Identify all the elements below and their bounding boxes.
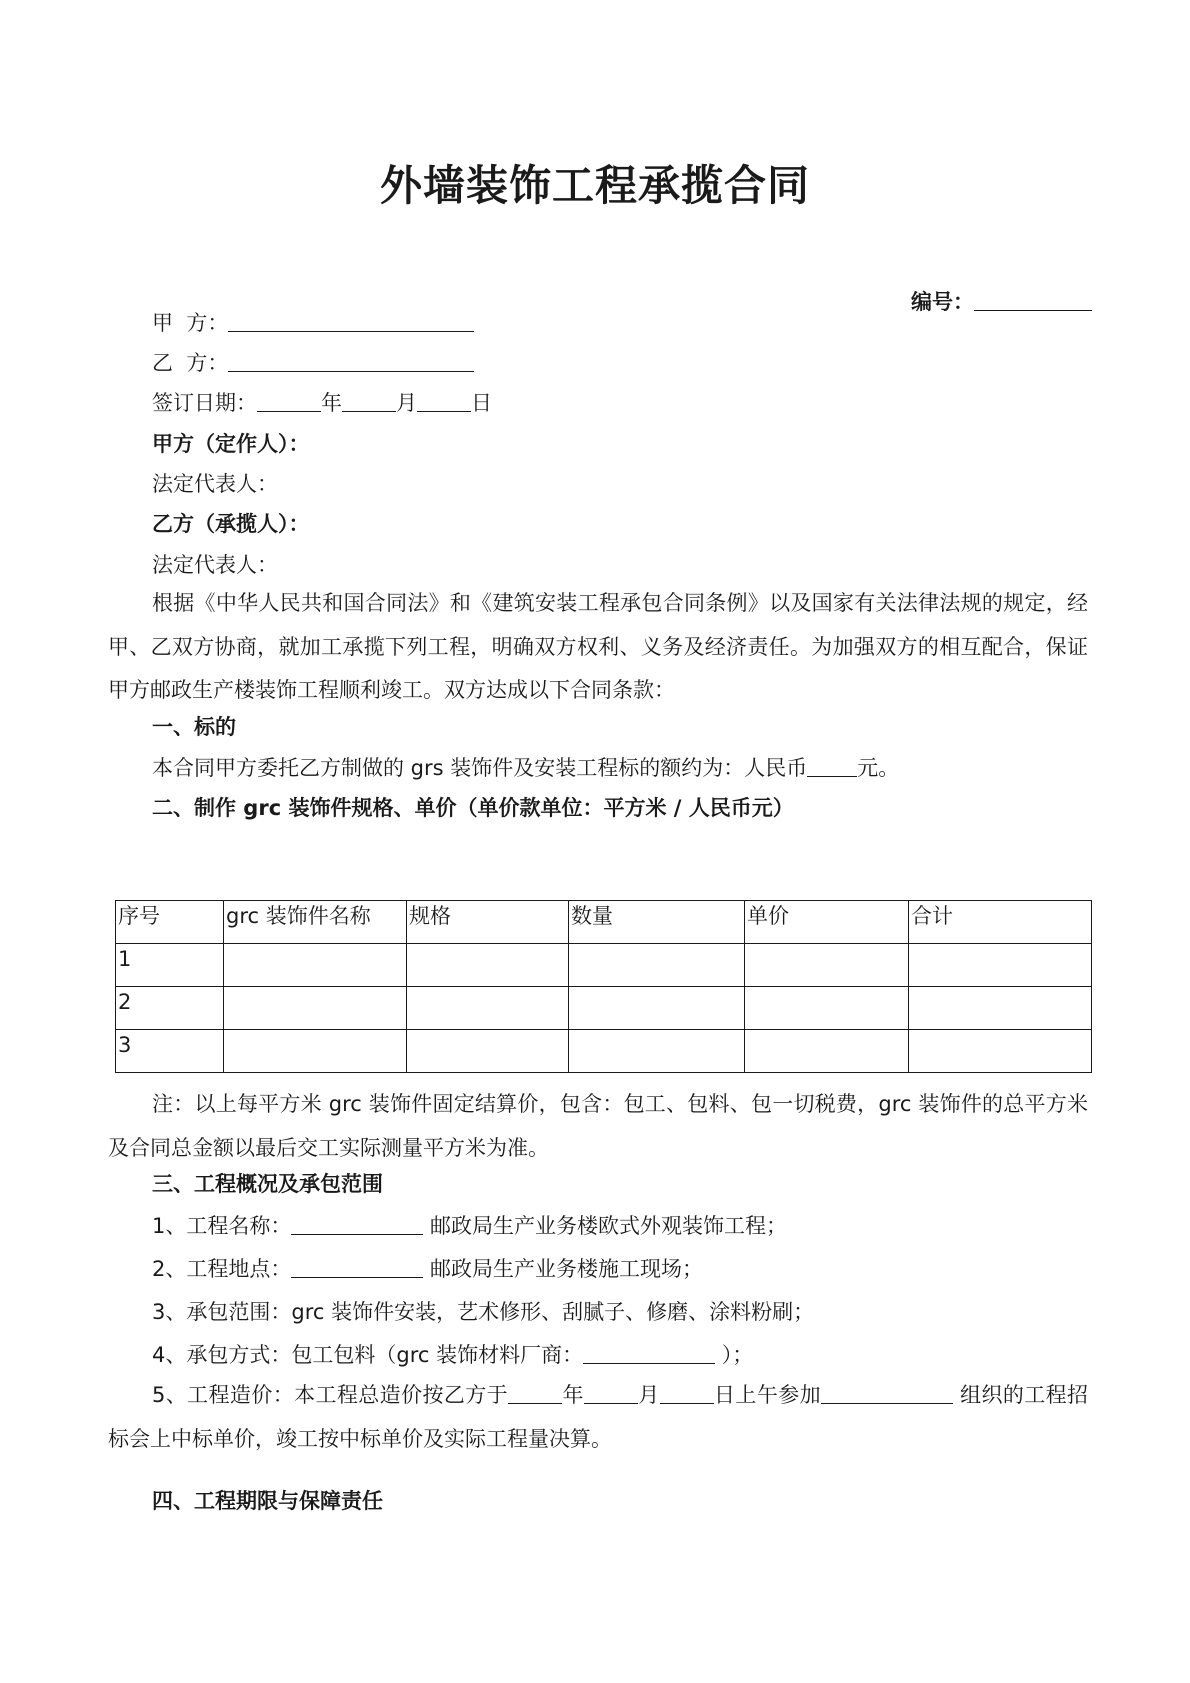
section-3-item-4 (152, 1339, 753, 1371)
table-row (116, 1030, 1092, 1073)
bid-day-label: 日上午参加 (713, 1383, 821, 1407)
party-a-blank[interactable] (228, 309, 474, 332)
section-1-text (152, 752, 899, 784)
manufacturer-blank[interactable] (583, 1341, 715, 1364)
column-header: 单价 (745, 901, 909, 944)
table-cell-no: 2 (116, 987, 224, 1030)
column-header: 规格 (407, 901, 569, 944)
party-a-field (152, 307, 474, 339)
bid-year-blank[interactable] (508, 1381, 562, 1404)
table-row (116, 944, 1092, 987)
project-location-text: 邮政局生产业务楼施工现场； (423, 1257, 704, 1281)
organizer-blank[interactable] (821, 1381, 953, 1404)
bid-month-blank[interactable] (584, 1381, 638, 1404)
spec-table (115, 900, 1092, 1073)
bid-day-blank[interactable] (660, 1381, 714, 1404)
table-cell[interactable] (569, 1030, 745, 1073)
section-1-text-after: 元。 (857, 756, 900, 780)
sign-month-blank[interactable] (342, 389, 396, 412)
section-3-item-2 (152, 1253, 703, 1285)
party-b-representative: 法定代表人： (152, 553, 278, 577)
party-a-representative: 法定代表人： (152, 472, 278, 496)
contract-number-blank[interactable] (974, 288, 1092, 311)
table-cell[interactable] (224, 944, 407, 987)
section-3-item-5 (108, 1374, 1088, 1461)
project-name-text: 邮政局生产业务楼欧式外观装饰工程； (423, 1214, 788, 1238)
table-cell[interactable] (407, 1030, 569, 1073)
sign-day-blank[interactable] (417, 389, 471, 412)
amount-blank[interactable] (807, 754, 857, 777)
party-b-label: 乙 方： (152, 351, 229, 375)
project-location-label: 2、工程地点： (152, 1257, 292, 1281)
table-cell[interactable] (569, 944, 745, 987)
year-label: 年 (321, 391, 342, 415)
party-b-blank[interactable] (228, 349, 474, 372)
project-name-label: 1、工程名称： (152, 1214, 292, 1238)
project-cost-text: 组织的工程招标会上中标单价，竣工按中标单价及实际工程量决算。 (108, 1383, 1089, 1451)
column-header: grc 装饰件名称 (224, 901, 407, 944)
table-cell[interactable] (909, 987, 1092, 1030)
column-header: 序号 (116, 901, 224, 944)
contract-method-label: 4、承包方式：包工包料（grc 装饰材料厂商： (152, 1343, 584, 1367)
table-cell-no: 1 (116, 944, 224, 987)
bid-month-label: 月 (637, 1383, 660, 1407)
section-1-text-before: 本合同甲方委托乙方制做的 grs 装饰件及安装工程标的额约为：人民币 (152, 756, 808, 780)
project-name-blank[interactable] (291, 1212, 423, 1235)
project-location-blank[interactable] (291, 1255, 423, 1278)
party-a-label: 甲 方： (152, 311, 229, 335)
table-header-row (116, 901, 1092, 944)
table-cell[interactable] (745, 987, 909, 1030)
section-3-item-3: 3、承包范围：grc 装饰件安装，艺术修形、刮腻子、修磨、涂料粉刷； (152, 1300, 815, 1324)
table-cell[interactable] (909, 1030, 1092, 1073)
sign-date-label: 签订日期： (152, 391, 257, 415)
preamble-paragraph: 根据《中华人民共和国合同法》和《建筑安装工程承包合同条例》以及国家有关法律法规的规定，经甲、乙双方协商，就加工承揽下列工程，明确双方权利、义务及经济责任。为加强双方的相互配合，保证甲方邮政生产楼装饰工程顺利竣工。双方达成以下合同条款： (108, 591, 1088, 702)
table-note: 注：以上每平方米 grc 装饰件固定结算价，包含：包工、包料、包一切税费，grc 装饰件的总平方米及合同总金额以最后交工实际测量平方米为准。 (108, 1092, 1088, 1160)
table-cell[interactable] (745, 944, 909, 987)
party-b-heading: 乙方（承揽人）： (152, 512, 310, 536)
table-cell[interactable] (407, 944, 569, 987)
project-cost-label: 5、工程造价：本工程总造价按乙方于 (152, 1383, 509, 1407)
table-cell[interactable] (569, 987, 745, 1030)
day-label: 日 (471, 391, 492, 415)
section-1-heading: 一、标的 (152, 715, 236, 739)
bid-year-label: 年 (562, 1383, 584, 1407)
contract-method-end: ）； (715, 1343, 754, 1367)
section-3-item-1 (152, 1210, 787, 1242)
table-cell[interactable] (407, 987, 569, 1030)
contract-number-label: 编号： (911, 290, 974, 314)
document-title: 外墙装饰工程承揽合同 (379, 161, 810, 210)
section-4-heading: 四、工程期限与保障责任 (152, 1489, 383, 1513)
table-cell-no: 3 (116, 1030, 224, 1073)
contract-number (911, 286, 1092, 318)
section-3-heading: 三、工程概况及承包范围 (152, 1172, 383, 1196)
sign-year-blank[interactable] (257, 389, 321, 412)
table-cell[interactable] (745, 1030, 909, 1073)
party-a-heading: 甲方（定作人）： (152, 432, 310, 456)
month-label: 月 (396, 391, 417, 415)
table-row (116, 987, 1092, 1030)
section-2-heading: 二、制作 grc 装饰件规格、单价（单价款单位：平方米 / 人民币元） (152, 796, 794, 820)
column-header: 合计 (909, 901, 1092, 944)
sign-date-field (152, 387, 492, 419)
table-cell[interactable] (224, 1030, 407, 1073)
party-b-field (152, 347, 474, 379)
column-header: 数量 (569, 901, 745, 944)
table-cell[interactable] (224, 987, 407, 1030)
table-cell[interactable] (909, 944, 1092, 987)
